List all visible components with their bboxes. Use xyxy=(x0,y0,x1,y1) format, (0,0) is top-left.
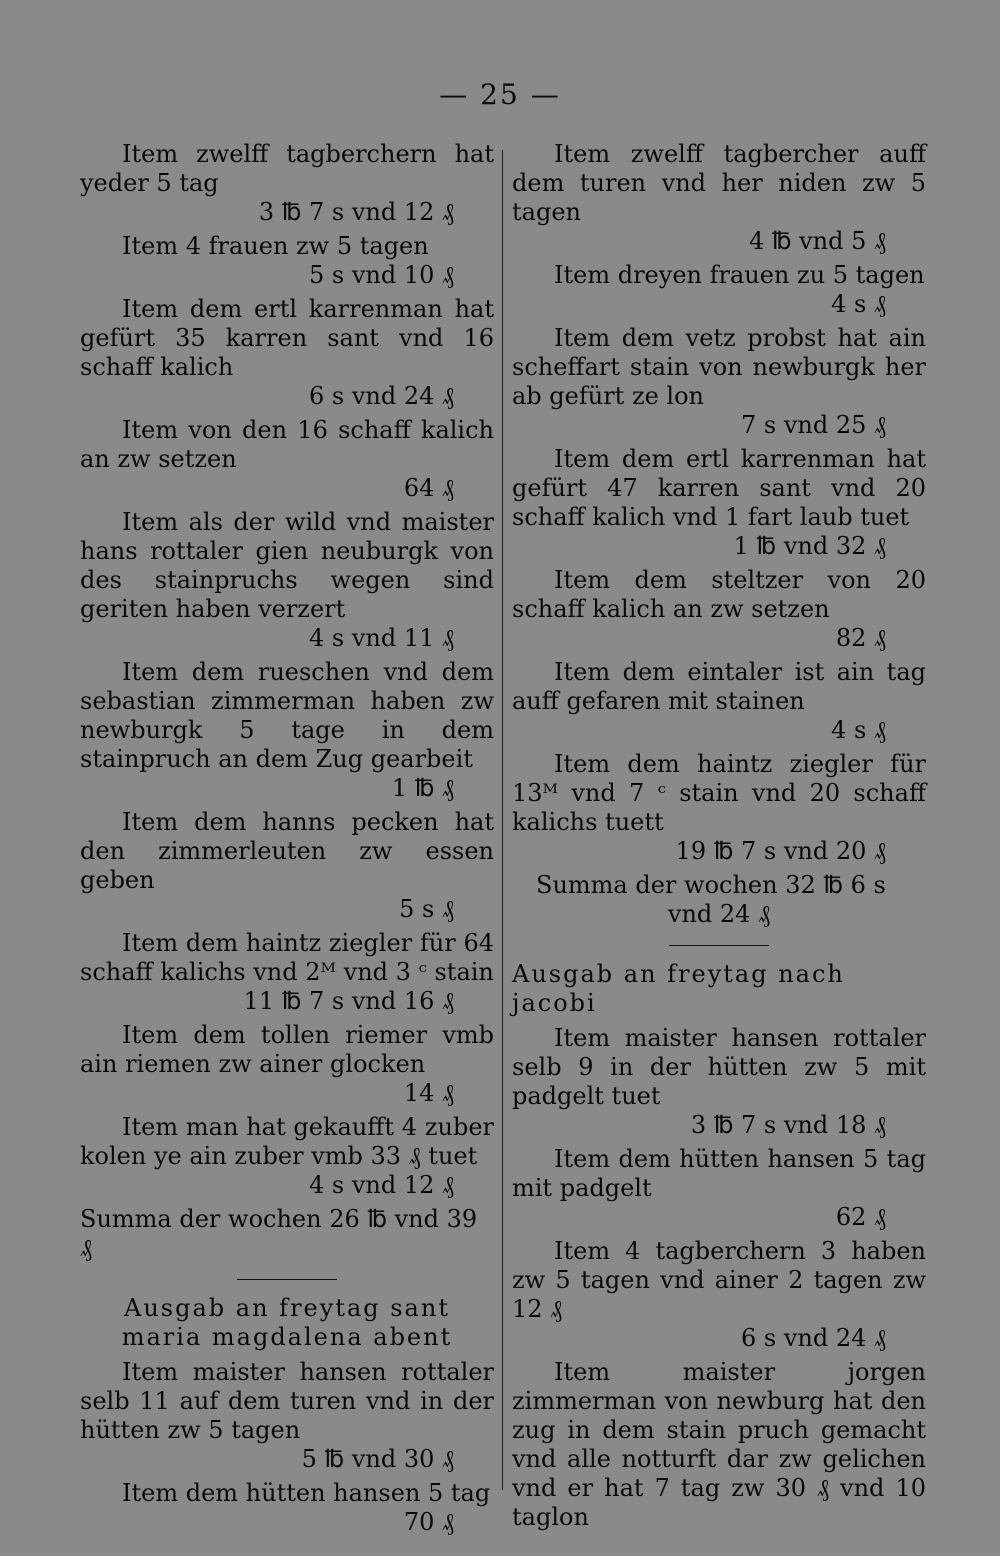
entry-amount: 70 ₰ xyxy=(403,1508,454,1536)
entry-text: Item 4 frauen zw 5 tagen xyxy=(122,232,429,260)
entry xyxy=(512,140,926,256)
entry-text: Item maister hansen rottaler selb 9 in der hütten zw 5 mit padgelt tuet xyxy=(512,1024,926,1110)
entry-text: Item dreyen frauen zu 5 tagen xyxy=(554,261,925,289)
entry-amount: 5 s vnd 10 ₰ xyxy=(308,261,454,289)
entry-text: Item man hat gekaufft 4 zuber kolen ye ain zuber vmb 33 ₰ tuet xyxy=(80,1113,494,1170)
entry xyxy=(80,232,494,290)
week-sum-continued: vnd 24 ₰ xyxy=(667,900,771,928)
entry-amount: 6 s vnd 24 ₰ xyxy=(740,1324,886,1352)
entry-text: Item zwelff tagbercher auff dem turen vnd her niden zw 5 tagen xyxy=(512,140,926,226)
page-number: — 25 — xyxy=(439,78,561,111)
entry-amount: 19 ℔ 7 s vnd 20 ₰ xyxy=(675,837,886,865)
entry xyxy=(512,261,926,319)
separator-line xyxy=(237,1279,337,1280)
entry xyxy=(80,808,494,924)
entry-text: Item maister hansen rottaler selb 11 auf dem turen vnd in der hütten zw 5 tagen xyxy=(80,1358,494,1444)
section-heading: Ausgab an freytag nach jacobi xyxy=(512,960,845,1017)
entry xyxy=(80,929,494,1016)
entry-amount: 4 s ₰ xyxy=(831,290,886,318)
entry xyxy=(80,1479,494,1537)
entry-text: Item dem eintaler ist ain tag auff gefaren mit stainen xyxy=(512,658,926,715)
entry xyxy=(512,1024,926,1140)
entry-amount: 3 ℔ 7 s vnd 12 ₰ xyxy=(258,198,454,226)
entry xyxy=(80,140,494,227)
entry xyxy=(512,1145,926,1232)
entry-text: Item dem tollen riemer vmb ain riemen zw ainer glocken xyxy=(80,1021,494,1078)
entry xyxy=(512,1358,926,1532)
entry-text: Item von den 16 schaff kalich an zw setzen xyxy=(80,416,494,473)
entry-text: Item als der wild vnd maister hans rottaler gien neuburgk von des stainpruchs wegen sind geriten haben verzert xyxy=(80,508,494,623)
column-divider xyxy=(502,150,503,1490)
entry-text: Item dem rueschen vnd dem sebastian zimmerman haben zw newburgk 5 tage in dem stainpruch an dem Zug gearbeit xyxy=(80,658,494,773)
entry xyxy=(512,750,926,866)
entry-amount: 4 ℔ vnd 5 ₰ xyxy=(748,227,886,255)
entry-amount: 1 ℔ ₰ xyxy=(391,774,454,802)
entry xyxy=(512,566,926,653)
entry xyxy=(512,324,926,440)
entry-amount: 82 ₰ xyxy=(835,624,886,652)
entry-amount: 1 ℔ vnd 32 ₰ xyxy=(733,532,886,560)
entry-amount: 4 s vnd 11 ₰ xyxy=(308,624,454,652)
entry-amount: 5 s ₰ xyxy=(399,895,454,923)
entry xyxy=(512,445,926,561)
entry xyxy=(80,295,494,411)
entry-text: Item dem hütten hansen 5 tag xyxy=(122,1479,491,1507)
entry-text: Item dem haintz ziegler für 13ᴹ vnd 7 ᶜ stain vnd 20 schaff kalichs tuett xyxy=(512,750,926,836)
entry-text: Item zwelff tagberchern hat yeder 5 tag xyxy=(80,140,494,197)
entry xyxy=(80,658,494,803)
entry-amount: 4 s vnd 12 ₰ xyxy=(308,1171,454,1199)
entry-text: Item dem hütten hansen 5 tag mit padgelt xyxy=(512,1145,926,1202)
entry-amount: 14 ₰ xyxy=(403,1079,454,1107)
entry xyxy=(80,1113,494,1200)
entry-text: Item dem steltzer von 20 schaff kalich an zw setzen xyxy=(512,566,926,623)
section-heading: Ausgab an freytag sant maria magdalena abent xyxy=(121,1294,453,1351)
separator-line xyxy=(669,945,769,946)
right-column xyxy=(512,140,926,1537)
entry xyxy=(80,416,494,503)
entry xyxy=(80,1021,494,1108)
entry-text: Item 4 tagberchern 3 haben zw 5 tagen vnd ainer 2 tagen zw 12 ₰ xyxy=(512,1237,926,1323)
entry xyxy=(512,1237,926,1353)
entry xyxy=(512,658,926,745)
entry-amount: 7 s vnd 25 ₰ xyxy=(740,411,886,439)
entry xyxy=(80,508,494,653)
week-sum: Summa der wochen 32 ℔ 6 s xyxy=(536,871,886,899)
entry-amount: 62 ₰ xyxy=(835,1203,886,1231)
left-column xyxy=(80,140,494,1542)
entry-amount: 64 ₰ xyxy=(403,474,454,502)
entry-amount: 11 ℔ 7 s vnd 16 ₰ xyxy=(243,987,454,1015)
entry-text: Item dem ertl karrenman hat gefürt 47 karren sant vnd 20 schaff kalich vnd 1 fart laub tuet xyxy=(512,445,926,531)
entry-text: Item dem haintz ziegler für 64 schaff kalichs vnd 2ᴹ vnd 3 ᶜ stain xyxy=(80,929,494,986)
entry-amount: 4 s ₰ xyxy=(831,716,886,744)
entry-amount: 5 ℔ vnd 30 ₰ xyxy=(301,1445,454,1473)
entry-text: Item dem hanns pecken hat den zimmerleuten zw essen geben xyxy=(80,808,494,894)
entry-amount: 6 s vnd 24 ₰ xyxy=(308,382,454,410)
entry-amount: 3 ℔ 7 s vnd 18 ₰ xyxy=(690,1111,886,1139)
entry xyxy=(80,1358,494,1474)
week-sum: Summa der wochen 26 ℔ vnd 39 ₰ xyxy=(80,1205,478,1262)
entry-text: Item dem vetz probst hat ain scheffart stain von newburgk her ab gefürt ze lon xyxy=(512,324,926,410)
entry-text: Item dem ertl karrenman hat gefürt 35 karren sant vnd 16 schaff kalich xyxy=(80,295,494,381)
entry-text: Item maister jorgen zimmerman von newburg hat den zug in dem stain pruch gemacht vnd alle notturft dar zw gelichen vnd er hat 7 tag zw 30 ₰ vnd 10 taglon xyxy=(512,1358,926,1531)
